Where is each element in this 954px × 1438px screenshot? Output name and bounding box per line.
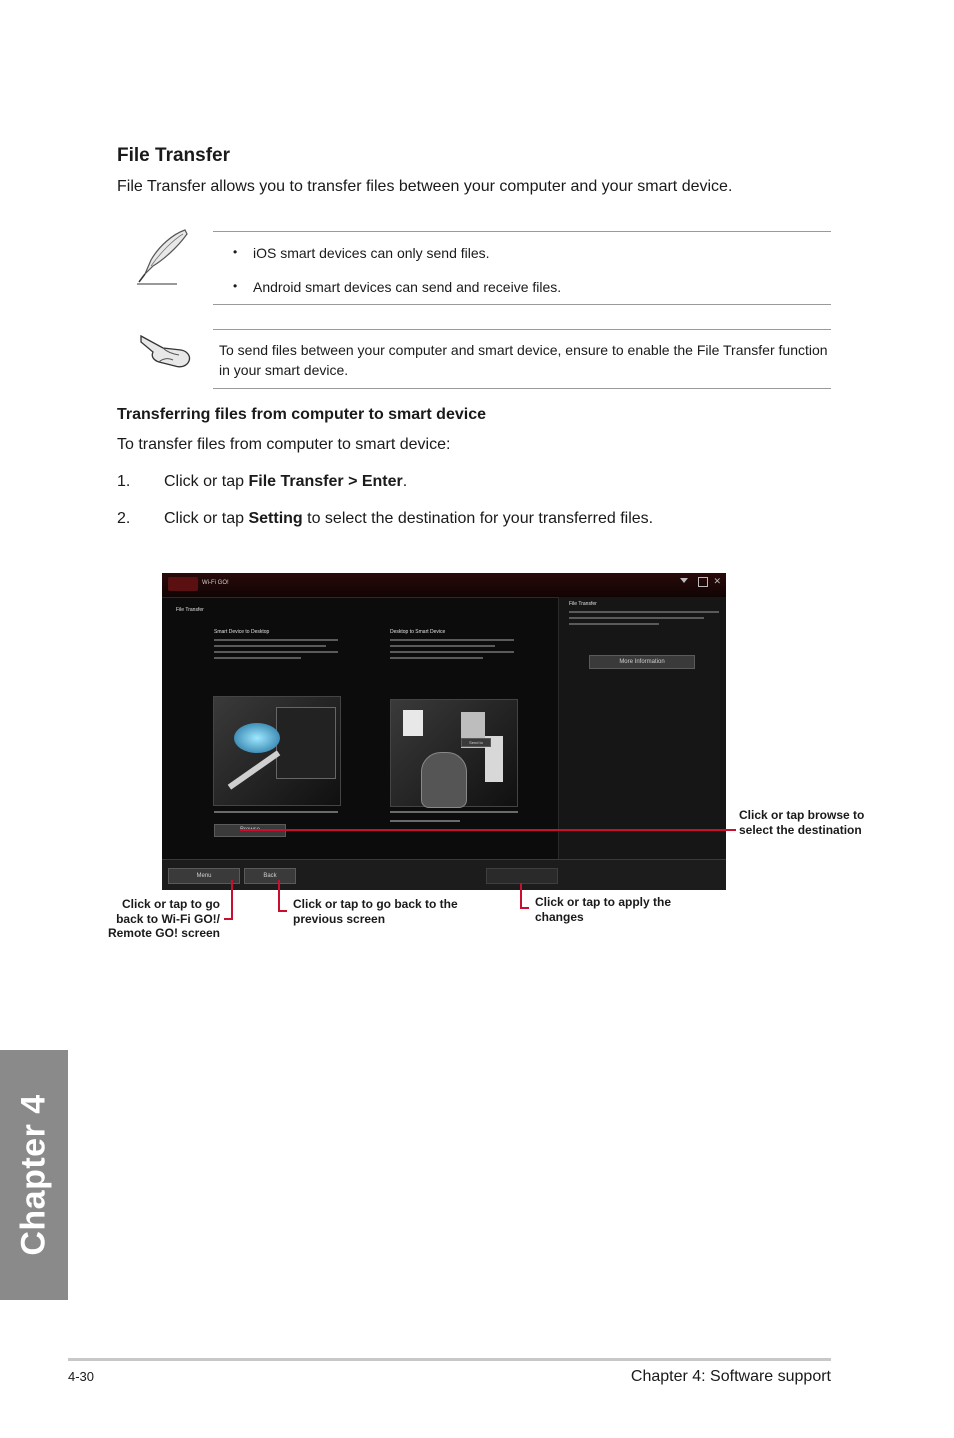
- send-to-menu: Send to: [461, 738, 491, 747]
- app-title: Wi-Fi GO!: [202, 580, 229, 586]
- mobile-illustration: [390, 699, 518, 807]
- menu-callout: Click or tap to go back to Wi-Fi GO!/ Remote GO! screen: [107, 897, 220, 940]
- subsection-intro: To transfer files from computer to smart device:: [117, 436, 451, 453]
- more-info-button[interactable]: More Information: [589, 655, 695, 669]
- chapter-tab-label: Chapter 4: [14, 1094, 53, 1256]
- col1-title: Smart Device to Desktop: [214, 629, 270, 635]
- bullet-marker: •: [233, 279, 238, 293]
- footer-divider: [68, 1358, 831, 1361]
- maximize-icon[interactable]: [698, 577, 708, 587]
- subsection-title: Transferring files from computer to smart device: [117, 406, 486, 423]
- section-intro: File Transfer allows you to transfer files between your computer and your smart device.: [117, 178, 733, 195]
- dropdown-icon[interactable]: [680, 578, 688, 583]
- info-description: [569, 611, 719, 625]
- col2-description: [390, 639, 514, 679]
- note-bottom-divider: [213, 304, 831, 305]
- pointing-hand-icon: [137, 328, 195, 372]
- pen-icon: [133, 226, 193, 288]
- info-title: File Transfer: [569, 601, 597, 607]
- note-text: To send files between your computer and smart device, ensure to enable the File Transfer function in your smart device.: [219, 342, 828, 378]
- back-callout-line: [278, 880, 280, 912]
- app-bottom-bar: [162, 859, 726, 890]
- page-label: File Transfer: [176, 607, 204, 613]
- note-bottom-divider: [213, 388, 831, 389]
- step-number: 1.: [117, 473, 131, 490]
- section-title: File Transfer: [117, 145, 230, 166]
- menu-callout-line: [231, 880, 233, 920]
- note-top-divider: [213, 231, 831, 232]
- page-number: 4-30: [68, 1369, 95, 1384]
- note-item: iOS smart devices can only send files.: [253, 245, 490, 261]
- info-panel: [558, 597, 726, 859]
- footer-chapter: Chapter 4: Software support: [630, 1368, 831, 1385]
- chapter-tab: [0, 1050, 68, 1300]
- transfer-glow: [234, 723, 280, 753]
- step-number: 2.: [117, 510, 131, 527]
- app-screenshot: [162, 573, 726, 890]
- apply-callout-line: [520, 907, 529, 909]
- browse-callout-line: [240, 829, 736, 831]
- browse-callout: Click or tap browse to select the destination: [739, 808, 865, 837]
- save-path: [214, 811, 338, 813]
- back-button[interactable]: Back: [244, 868, 296, 884]
- menu-callout-line: [224, 918, 233, 920]
- rog-logo: [168, 577, 198, 591]
- bullet-marker: •: [233, 245, 238, 259]
- step-text: Click or tap Setting to select the destination for your transferred files.: [164, 510, 654, 527]
- apply-callout-line: [520, 883, 522, 909]
- back-callout-line: [278, 910, 287, 912]
- app-titlebar: [162, 573, 726, 598]
- desktop-illustration: [213, 696, 341, 806]
- step-text: Click or tap File Transfer > Enter.: [164, 473, 408, 490]
- device-path: [390, 811, 518, 813]
- note-top-divider: [213, 329, 831, 330]
- mouse-icon: [421, 752, 467, 808]
- apply-button[interactable]: [486, 868, 558, 884]
- note-item: Android smart devices can send and receive files.: [253, 279, 562, 295]
- back-callout: Click or tap to go back to the previous screen: [293, 897, 458, 926]
- col1-description: [214, 639, 338, 679]
- menu-button[interactable]: Menu: [168, 868, 240, 884]
- col2-title: Desktop to Smart Device: [390, 629, 446, 635]
- file-icon: [403, 710, 423, 736]
- camera-path: [390, 820, 460, 822]
- apply-callout: Click or tap to apply the changes: [535, 895, 672, 924]
- close-icon[interactable]: ✕: [713, 576, 721, 586]
